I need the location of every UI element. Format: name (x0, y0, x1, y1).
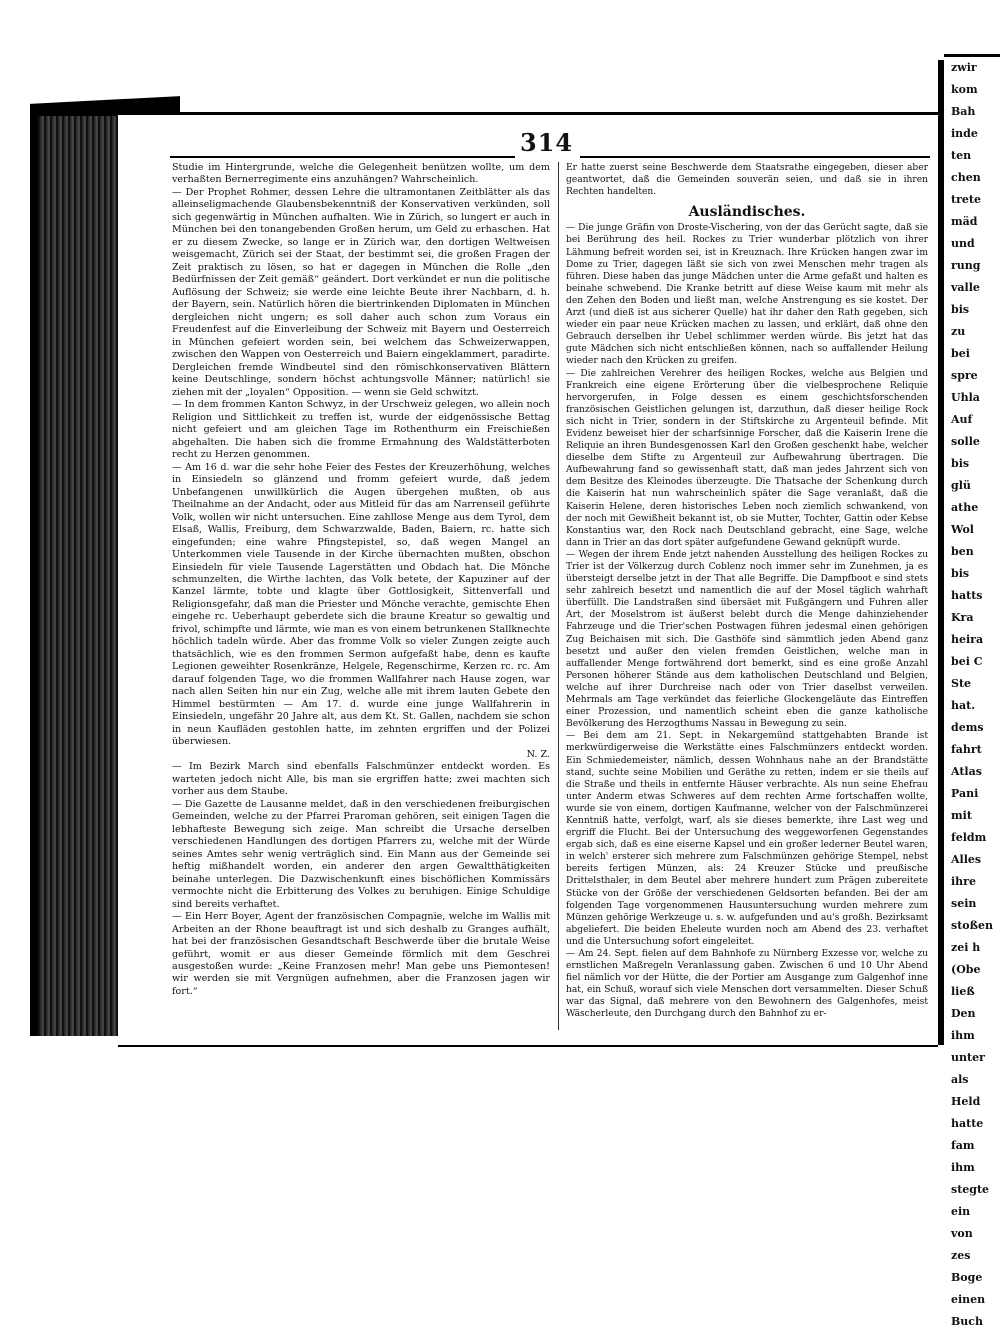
adjacent-page-text-fragment: bis (951, 567, 970, 580)
adjacent-page-text-fragment: bei C (951, 655, 983, 668)
right-column-articles (566, 222, 928, 1020)
adjacent-page-text-fragment: Held (951, 1095, 981, 1108)
article-paragraph: — Die junge Gräfin von Droste-Vischering, von der das Gerücht sagte, daß sie bei Berührung des heil. Rockes zu Trier wunderbar plötzlich von ihrer Lähmung befreit worden sei, ist in Kreuznach. Ihre Krücken hangen zwar im Dome zu Trier, dagegen läßt sie sich von zwei Menschen mehr tragen als führen. Diese haben das junge Mädchen unter die Arme gefaßt und halten es beinahe schwebend. Die Kranke betritt auf diese Weise kaum mit mehr als den Zehen den Boden und ließt man, welche Anstrengung es sie kostet. Der Arzt (und dieß ist aus sicherer Quelle) hat ihr daher den Rath gegeben, sich wieder ein paar neue Krücken machen zu lassen, und erklärt, daß ohne den Gebrauch derselben ihr Uebel schlimmer werden würde. Bis jetzt hat das gute Mädchen sich nicht entschließen können, nach so auffallender Heilung wieder nach den Krücken zu greifen. (566, 223, 928, 367)
adjacent-page-text-fragment: Buch (951, 1315, 983, 1328)
adjacent-page-text-fragment: ließ (951, 985, 975, 998)
article-paragraph: Studie im Hintergrunde, welche die Gelegenheit benützen wollte, um dem verhaßten Bernerregimente eins anzuhängen? Wahrscheinlich. (172, 162, 550, 186)
adjacent-page-text-fragment: Ste (951, 677, 972, 690)
article-paragraph: — Die Gazette de Lausanne meldet, daß in den verschiedenen freiburgischen Gemeinden, welche zu der Pfarrei Praroman gehören, seit einigen Tagen die lebhafteste Bewegung sich zeige. Man schreibt die Ursache derselben verschiedenen Handlungen des dortigen Pfarrers zu, welche mit der Würde seines Amtes sehr wenig verträglich sind. Ein Mann aus der Gemeinde sei heftig mißhandelt worden, ein anderer den argen Gewaltthätigkeiten beinahe unterlegen. Die Dazwischenkunft eines bischöflichen Kommissärs vermochte nicht die Erbitterung des Volkes zu beruhigen. Einige Schuldige sind bereits verhaftet. (172, 798, 550, 910)
article-paragraph: — Die zahlreichen Verehrer des heiligen Rockes, welche aus Belgien und Frankreich eine eigene Erörterung über die vielbesprochene Reliquie hervorgerufen, in Folge dessen es einem geschichtsforschenden französischen Geistlichen gelungen ist, darzuthun, daß dieser heilige Rock sich nicht in Trier, sondern in der Stiftskirche zu Argenteuil befinde. Mit Evidenz beweiset hier der scharfsinnige Forscher, daß die Kaiserin Irene die Reliquie an ihren Bundesgenossen Karl den Großen geschenkt habe, welcher dieselbe dem Stifte zu Argenteuil zur Aufbewahrung übertragen. Die Aufbewahrung fand so gewissenhaft statt, daß man jedes Jahrzent sich von dem Besitze des Kleinodes überzeugte. Die Thatsache der Schenkung durch die Kaiserin hat nun wahrscheinlich später die Sage veranlaßt, daß die Kaiserin Helene, deren historisches Leben noch ziemlich schwankend, von der noch mit Gewißheit bekannt ist, ob sie Mutter, Tochter, Gattin oder Kebse Konstantius war, den Rock nach Deutschland gebracht, eine Sage, welche dann in Trier an das dort später aufgefundene Gewand geknüpft wurde. (566, 368, 928, 548)
adjacent-page-text-fragment: Boge (951, 1271, 983, 1284)
adjacent-page-text-fragment: stegte (951, 1183, 990, 1196)
adjacent-page-text-fragment: zei h (951, 941, 981, 954)
adjacent-page-text-fragment: valle (951, 281, 980, 294)
adjacent-page-text-fragment: athe (951, 501, 979, 514)
adjacent-page-text-fragment: ben (951, 545, 974, 558)
section-heading: Ausländisches. (688, 204, 806, 221)
adjacent-page-text-fragment: (Obe (951, 963, 981, 976)
adjacent-page-text-fragment: chen (951, 171, 981, 184)
adjacent-page-text-fragment: ihm (951, 1161, 975, 1174)
adjacent-page-text-fragment: Den (951, 1007, 976, 1020)
adjacent-page-text-fragment: zes (951, 1249, 971, 1262)
adjacent-page-text-fragment: und (951, 237, 975, 250)
adjacent-page-text-fragment: sein (951, 897, 977, 910)
adjacent-page-text-fragment: unter (951, 1051, 985, 1064)
adjacent-page-text-fragment: fam (951, 1139, 975, 1152)
article-paragraph: — Ein Herr Boyer, Agent der französischen Compagnie, welche im Wallis mit Arbeiten an der Rhone beauftragt ist und sich deshalb zu Granges aufhält, hat bei der französischen Gesandtschaft Beschwerde über die brutale Weise geführt, womit er aus dieser Gemeinde förmlich mit dem Geschrei ausgestoßen wurde: „Keine Franzosen mehr! Man gebe uns Piemontesen! wir werden sie mit Vergnügen aufnehmen, aber die Franzosen jagen wir fort.“ (172, 911, 550, 997)
adjacent-page-text-fragment: bis (951, 457, 970, 470)
adjacent-page-text-fragment: ein (951, 1205, 971, 1218)
adjacent-page-text-fragment: stoßen (951, 919, 993, 932)
article-paragraph: — Der Prophet Rohmer, dessen Lehre die ultramontanen Zeitblätter als das alleinseligmachende Glaubensbekenntniß der Konservativen verkünden, soll sich gegenwärtig in München aufhalten. Wie in Zürich, so lungert er auch in München bei den tonangebenden Großen herum, um Geld zu erhaschen. Hat er zu diesem Zwecke, so lange er in Zürich war, den dortigen Weltweisen weisgemacht, Zürich sei der Staat, der bestimmt sei, die großen Fragen der Zeit praktisch zu lösen, so hat er dagegen in München die Rolle „den Bedürfnissen der Zeit gemäß“ geändert. Dort verkündet er nun die politische Auflösung der Schweiz; sie werde eine leichte Beute ihrer Nachbarn, d. h. der Bayern, sein. Natürlich hören die biertrinkenden Diplomaten in München dergleichen nicht ungern; es soll daher auch schon zum Voraus ein Freudenfest auf die Einverleibung der Schweiz mit Bayern und Oesterreich in München gefeiert worden sein, bei welchem das Schweizerwappen, zwischen den Wappen von Oesterreich und Baiern eingeklammert, paradirte. Dergleichen fremde Windbeutel sind den römischkonservativen Blättern keine Deutschlinge, sondern höchst achtungsvolle Männer; natürlich! sie ziehen mit der „loyalen“ Opposition. — wenn sie Geld schwitzt. (172, 186, 550, 398)
adjacent-page-text-fragment: heira (951, 633, 984, 646)
article-paragraph: — Im Bezirk March sind ebenfalls Falschmünzer entdeckt worden. Es warteten jedoch nicht Alle, bis man sie ergriffen hatte; zwei machten sich vorher aus dem Staube. (172, 761, 550, 798)
adjacent-page-text-fragment: Alles (951, 853, 982, 866)
adjacent-page-text-fragment: glü (951, 479, 971, 492)
adjacent-page-text-fragment: bis (951, 303, 970, 316)
adjacent-page-text-fragment: inde (951, 127, 978, 140)
adjacent-page-text-fragment: Pani (951, 787, 979, 800)
adjacent-page-text-fragment: Bah (951, 105, 976, 118)
adjacent-page-text-fragment: zu (951, 325, 966, 338)
adjacent-page-text-fragment: hatte (951, 1117, 984, 1130)
adjacent-page-text-fragment: kom (951, 83, 978, 96)
adjacent-page-text-fragment: fahrt (951, 743, 982, 756)
article-paragraph: — Bei dem am 21. Sept. in Nekargemünd stattgehabten Brande ist merkwürdigerweise die Werkstätte eines Falschmünzers entdeckt worden. Ein Schmiedemeister, nämlich, dessen Wohnhaus nahe an der Brandstätte stand, suchte seine Mobilien und Geräthe zu retten, indem er sie theils auf die Straße und theils in entfernte Häuser verbrachte. Als nun seine Ehefrau unter Anderm etwas Schweres auf dem rechten Arme fortschaffen wollte, wurde sie von einem, dortigen Kaufmanne, welcher von der Falschmünzerei Kenntniß hatte, verfolgt, warf, als sie dieses bemerkte, ihre Last weg und ergriff die Flucht. Bei der Untersuchung des weggeworfenen Gegenstandes ergab sich, daß es eine eiserne Kapsel und ein großer lederner Beutel waren, in welch' ersterer sich mehrere zum Falschmünzen gehörige Stempel, nebst bereits fertigen Münzen, als: 24 Kreuzer Stücke und preußische Drittelsthaler, in dem Beutel aber mehrere hundert zum Prägen zubereitete Stücke von der Größe der verschiedenen Geldsorten befanden. Bei der am folgenden Tage vorgenommenen Hausuntersuchung wurden mehrere zum Münzen gehörige Werkzeuge u. s. w. aufgefunden und au's großh. Bezirksamt abgeliefert. Die beiden Eheleute wurden noch am Abend des 23. verhaftet und die Untersuchung sofort eingeleitet. (566, 731, 928, 947)
page-number: 314 (520, 128, 574, 157)
right-column (566, 162, 928, 1021)
adjacent-page-text-fragment: hat. (951, 699, 976, 712)
adjacent-page-text-fragment: hatts (951, 589, 983, 602)
adjacent-page-text-fragment: mit (951, 809, 972, 822)
column-divider (558, 162, 559, 1030)
adjacent-page-text-fragment: ihre (951, 875, 976, 888)
adjacent-page-text-fragment: Kra (951, 611, 974, 624)
adjacent-page-text-fragment: von (951, 1227, 973, 1240)
article-paragraph: — Wegen der ihrem Ende jetzt nahenden Ausstellung des heiligen Rockes zu Trier ist der Völkerzug durch Coblenz noch immer sehr im Zunehmen, ja es übersteigt derselbe jetzt in der That alle Begriffe. Die Dampfboot e sind stets sehr zahlreich besetzt und namentlich die auf der Mosel täglich wahrhaft überfüllt. Die Landstraßen sind übersäet mit Fußgängern und Fuhren aller Art, der Moselstrom ist äußerst belebt durch die Menge dahinziehender Fahrzeuge und die Trier'schen Postwagen führen jedesmal einen gehörigen Zug Beichaisen mit sich. Die Gasthöfe sind sämmtlich jeden Abend ganz besetzt und außer den vielen fremden Geistlichen, welche man in auffallender Menge fortwährend dort bemerkt, sind es eine große Anzahl Personen höherer Stände aus dem katholischen Deutschland und Belgien, welche auf ihrer Durchreise nach oder von Trier daselbst verweilen. Mehrmals am Tage verkündet das feierliche Glockengeläute das Eintreffen einer Prozession, und namentlich scheint eben die ganze katholische Bevölkerung des Herzogthums Nassau in Bewegung zu sein. (566, 549, 928, 730)
article-paragraph: — Am 24. Sept. fielen auf dem Bahnhofe zu Nürnberg Exzesse vor, welche zu ernstlichen Maßregeln Veranlassung gaben. Zwischen 6 und 10 Uhr Abend fiel nämlich vor der Hütte, die der Portier am Ausgange zum Galgenhof inne hat, ein Schuß, worauf sich viele Menschen dort versammelten. Dieser Schuß war das Signal, daß mehrere von den Bewohnern des Galgenhofes, meist Wäscherleute, den Durchgang durch den Bahnhof zu er- (566, 949, 928, 1020)
adjacent-page-text-fragment: ihm (951, 1029, 975, 1042)
adjacent-page-text-fragment: zwir (951, 61, 977, 74)
adjacent-page-text-fragment: Auf (951, 413, 973, 426)
adjacent-page-text-fragment: einen (951, 1293, 986, 1306)
adjacent-page-text-fragment: als (951, 1073, 969, 1086)
article-paragraph: — In dem frommen Kanton Schwyz, in der Urschweiz gelegen, wo allein noch Religion und Sittlichkeit zu treffen ist, wurde der eidgenössische Bettag nicht gefeiert und am gleichen Tage im Rothenthurm ein Freischießen abgehalten. Die haben sich die fromme Ermahnung des Waldstätterboten recht zu Herzen genommen. (172, 399, 550, 461)
adjacent-page-text-fragment: feldm (951, 831, 987, 844)
adjacent-page-text-fragment: Wol (951, 523, 974, 536)
adjacent-page-text-fragment: mäd (951, 215, 978, 228)
header-rule-right (580, 156, 930, 158)
adjacent-page-text-fragment: spre (951, 369, 978, 382)
article-paragraph: — Am 16 d. war die sehr hohe Feier des Festes der Kreuzerhöhung, welches in Einsiedeln so glänzend und fromm gefeiert wurde, daß jedem Unbefangenen unwillkürlich die Augen übergehen mußten, ob aus Theilnahme an der Andacht, oder aus Mitleid für das am Narrenseil geführte Volk, wollen wir nicht untersuchen. Eine zahllose Menge aus dem Tyrol, dem Elsaß, Wallis, Freiburg, dem Schwarzwalde, Baden, Baiern, rc. hatte sich eingefunden; eine wahre Pfingstepistel, so, daß wegen Mangel an Unterkommen viele Tausende in der Kirche übernachten mußten, obschon Einsiedeln für viele Tausende Lagerstätten und Obdach hat. Die Mönche schmunzelten, die Wirthe lachten, das Volk betete, der Kapuziner auf der Kanzel lärmte, tobte und klagte über Gottlosigkeit, Sittenverfall und Religionsgefahr, daß man die Priester und Mönche verachte, gemischte Ehen eingehe rc. Ueberhaupt geberdete sich die braune Kreatur so gewaltig und frivol, schimpfte und lärmte, wie man es von einem betrunkenen Stallknechte höchlich tadeln würde. Aber das fromme Volk so vieler Zungen zeigte auch thatsächlich, wie es den frommen Sermon aufgefaßt habe, denn es kaufte Legionen geweihter Rosenkränze, Helgele, Regenschirme, Kerzen rc. rc. Am darauf folgenden Tage, wo die frommen Wallfahrer nach Hause zogen, war nach allen Seiten hin nur ein Zug, welche alle mit ihrem lauten Gebete den Himmel bestürmten — Am 17. d. wurde eine junge Wallfahrerin in Einsiedeln, ungefähr 20 Jahre alt, aus dem Kt. St. Gallen, nachdem sie schon in neun Kaufläden gestohlen hatte, im zehnten ergriffen und der Polizei überwiesen. (172, 461, 551, 748)
adjacent-page-text-fragment: trete (951, 193, 981, 206)
adjacent-page-text-fragment: Uhla (951, 391, 980, 404)
adjacent-page-strip (944, 54, 1000, 1328)
adjacent-page-text-fragment: solle (951, 435, 980, 448)
header-rule-left (170, 156, 515, 158)
right-column-intro: Er hatte zuerst seine Beschwerde dem Staatsrathe eingegeben, dieser aber geantwortet, daß die Gemeinden souverän seien, und daß sie in ihren Rechten handelten. (566, 163, 928, 198)
adjacent-page-text-fragment: Atlas (951, 765, 982, 778)
adjacent-page-text-fragment: bei (951, 347, 970, 360)
adjacent-page-text-fragment: dems (951, 721, 984, 734)
left-column (172, 162, 550, 998)
adjacent-page-text-fragment: ten (951, 149, 972, 162)
article-paragraph: N. Z. (526, 748, 550, 760)
adjacent-page-text-fragment: rung (951, 259, 981, 272)
book-page-edges (30, 116, 126, 1036)
